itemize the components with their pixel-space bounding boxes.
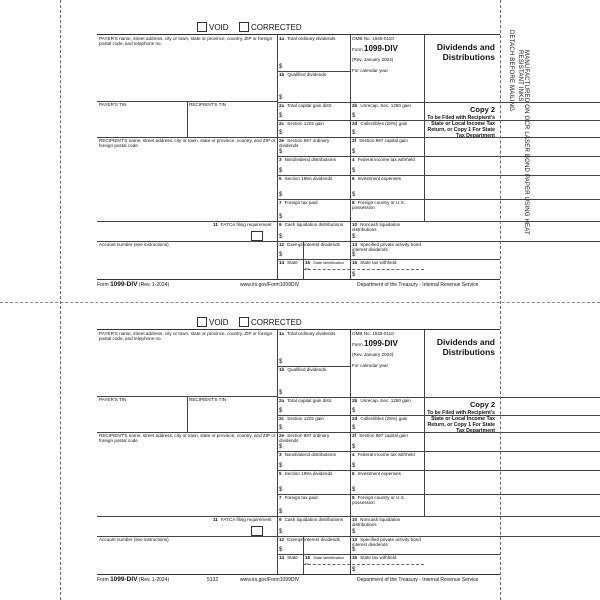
- box-7[interactable]: 7 Foreign tax paid $: [279, 200, 318, 220]
- box-13[interactable]: 13 Specified private activity bond interest dividends $: [352, 537, 421, 553]
- box-13[interactable]: 13 Specified private activity bond interest dividends $: [352, 242, 421, 258]
- recipient-info[interactable]: RECIPIENT'S name, street address, city or town, state or province, country, and ZIP or foreign postal code: [99, 138, 276, 149]
- void-checkbox[interactable]: VOID: [197, 22, 229, 32]
- box-16[interactable]: 16 State tax withheld $: [352, 260, 397, 278]
- footer-code: 5132: [207, 577, 219, 583]
- box-4[interactable]: 4 Federal income tax withheld $: [352, 157, 415, 174]
- box-15[interactable]: 15 State identification no.: [305, 260, 345, 272]
- box-2a[interactable]: 2a Total capital gain distr. $: [279, 103, 333, 119]
- account-number[interactable]: Account number (see instructions): [99, 242, 169, 247]
- box-2d[interactable]: 2d Collectibles (28%) gain $: [352, 416, 408, 431]
- void-box-icon: [197, 317, 207, 327]
- vertical-perforation-right: [500, 0, 501, 600]
- void-checkbox[interactable]: VOID: [197, 317, 229, 327]
- form-grid: [97, 329, 500, 575]
- form-id-block: OMB No. 1545-0110 Form 1099-DIV (Rev. January 2024) For calendar year: [352, 331, 398, 368]
- box-1b[interactable]: 1b Qualified dividends $: [279, 367, 327, 396]
- fatca-row: 11 FATCA filing requirement: [97, 221, 277, 241]
- recipient-info[interactable]: RECIPIENT'S name, street address, city or town, state or province, country, and ZIP or foreign postal code: [99, 433, 276, 444]
- box-14[interactable]: 14 State: [279, 555, 298, 560]
- box-2e[interactable]: 2e Section 897 ordinary dividends $: [279, 433, 330, 450]
- box-9[interactable]: 9 Cash liquidation distributions $: [279, 222, 344, 240]
- box-2f[interactable]: 2f Section 897 capital gain $: [352, 433, 408, 450]
- box-10[interactable]: 10 Noncash liquidation distributions $: [352, 222, 401, 240]
- form-copy-top: [97, 20, 500, 292]
- box-2c[interactable]: 2c Section 1202 gain $: [279, 416, 324, 431]
- copy-instructions: To be Filed with Recipient's State or Local Income Tax Return, or Copy 1 For State Tax Department: [427, 115, 495, 139]
- form-title: Dividends and Distributions: [436, 337, 495, 357]
- fatca-checkbox[interactable]: [251, 526, 263, 536]
- box-5[interactable]: 5 Section 199A dividends $: [279, 471, 333, 493]
- box-8[interactable]: 8 Foreign country or U.S. possession: [352, 200, 406, 211]
- copy-label: Copy 2: [469, 400, 495, 409]
- corrected-checkbox[interactable]: CORRECTED: [239, 22, 302, 32]
- void-box-icon: [197, 22, 207, 32]
- footer-dept: Department of the Treasury - Internal Revenue Service: [357, 282, 479, 288]
- box-4[interactable]: 4 Federal income tax withheld $: [352, 452, 415, 469]
- box-12[interactable]: 12 Exempt-interest dividends $: [279, 537, 340, 553]
- payer-tin[interactable]: PAYER'S TIN: [99, 397, 127, 402]
- payer-tin[interactable]: PAYER'S TIN: [99, 102, 127, 107]
- footer-form: Form 1099-DIV (Rev. 1-2024): [97, 576, 170, 583]
- footer-form: Form 1099-DIV (Rev. 1-2024): [97, 281, 170, 288]
- box-1b[interactable]: 1b Qualified dividends $: [279, 72, 327, 101]
- box-15[interactable]: 15 State identification no.: [305, 555, 345, 567]
- box-2b[interactable]: 2b Unrecap. Sec. 1250 gain $: [352, 398, 411, 414]
- fatca-checkbox[interactable]: [251, 231, 263, 241]
- box-10[interactable]: 10 Noncash liquidation distributions $: [352, 517, 401, 535]
- box-1a[interactable]: 1a Total ordinary dividends $: [279, 36, 336, 70]
- form-id-block: OMB No. 1545-0110 Form 1099-DIV (Rev. January 2024) For calendar year: [352, 36, 398, 73]
- box-3[interactable]: 3 Nondividend distributions $: [279, 452, 336, 469]
- box-14[interactable]: 14 State: [279, 260, 298, 265]
- fatca-row: 11 FATCA filing requirement: [97, 516, 277, 536]
- form-copy-bottom: [97, 315, 500, 587]
- box-2a[interactable]: 2a Total capital gain distr. $: [279, 398, 333, 414]
- account-number[interactable]: Account number (see instructions): [99, 537, 169, 542]
- box-7[interactable]: 7 Foreign tax paid $: [279, 495, 318, 515]
- corrected-box-icon: [239, 22, 249, 32]
- payer-info[interactable]: PAYER'S name, street address, city or town, state or province, country, ZIP or foreign postal code, and telephone no.: [99, 36, 273, 47]
- payer-info[interactable]: PAYER'S name, street address, city or town, state or province, country, ZIP or foreign postal code, and telephone no.: [99, 331, 273, 342]
- box-6[interactable]: 6 Investment expenses $: [352, 176, 401, 198]
- box-6[interactable]: 6 Investment expenses $: [352, 471, 401, 493]
- box-3[interactable]: 3 Nondividend distributions $: [279, 157, 336, 174]
- box-12[interactable]: 12 Exempt-interest dividends $: [279, 242, 340, 258]
- box-16[interactable]: 16 State tax withheld $: [352, 555, 397, 573]
- box-2c[interactable]: 2c Section 1202 gain $: [279, 121, 324, 136]
- form-name: 1099-DIV: [364, 44, 398, 54]
- box-2f[interactable]: 2f Section 897 capital gain $: [352, 138, 408, 155]
- box-2b[interactable]: 2b Unrecap. Sec. 1250 gain $: [352, 103, 411, 119]
- corrected-checkbox[interactable]: CORRECTED: [239, 317, 302, 327]
- footer-dept: Department of the Treasury - Internal Revenue Service: [357, 577, 479, 583]
- box-1a[interactable]: 1a Total ordinary dividends $: [279, 331, 336, 365]
- form-title: Dividends and Distributions: [436, 42, 495, 62]
- recipient-tin[interactable]: RECIPIENT'S TIN: [189, 102, 227, 107]
- horizontal-perforation: [0, 302, 600, 303]
- copy-label: Copy 2: [469, 105, 495, 114]
- box-8[interactable]: 8 Foreign country or U.S. possession: [352, 495, 406, 506]
- side-manufactured-text: MANUFACTURED ON OCR LASER BOND PAPER USING HEAT RESISTANT INKS: [517, 50, 529, 235]
- side-detach-text: DETACH BEFORE MAILING: [508, 30, 514, 112]
- box-2e[interactable]: 2e Section 897 ordinary dividends $: [279, 138, 330, 155]
- footer-url: www.irs.gov/Form1099DIV: [240, 282, 300, 288]
- box-9[interactable]: 9 Cash liquidation distributions $: [279, 517, 344, 535]
- box-5[interactable]: 5 Section 199A dividends $: [279, 176, 333, 198]
- form-name: 1099-DIV: [364, 339, 398, 349]
- vertical-perforation-left: [60, 0, 61, 600]
- box-2d[interactable]: 2d Collectibles (28%) gain $: [352, 121, 408, 136]
- corrected-box-icon: [239, 317, 249, 327]
- recipient-tin[interactable]: RECIPIENT'S TIN: [189, 397, 227, 402]
- footer-url: www.irs.gov/Form1099DIV: [240, 577, 300, 583]
- form-grid: [97, 34, 500, 280]
- copy-instructions: To be Filed with Recipient's State or Local Income Tax Return, or Copy 1 For State Tax Department: [427, 410, 495, 434]
